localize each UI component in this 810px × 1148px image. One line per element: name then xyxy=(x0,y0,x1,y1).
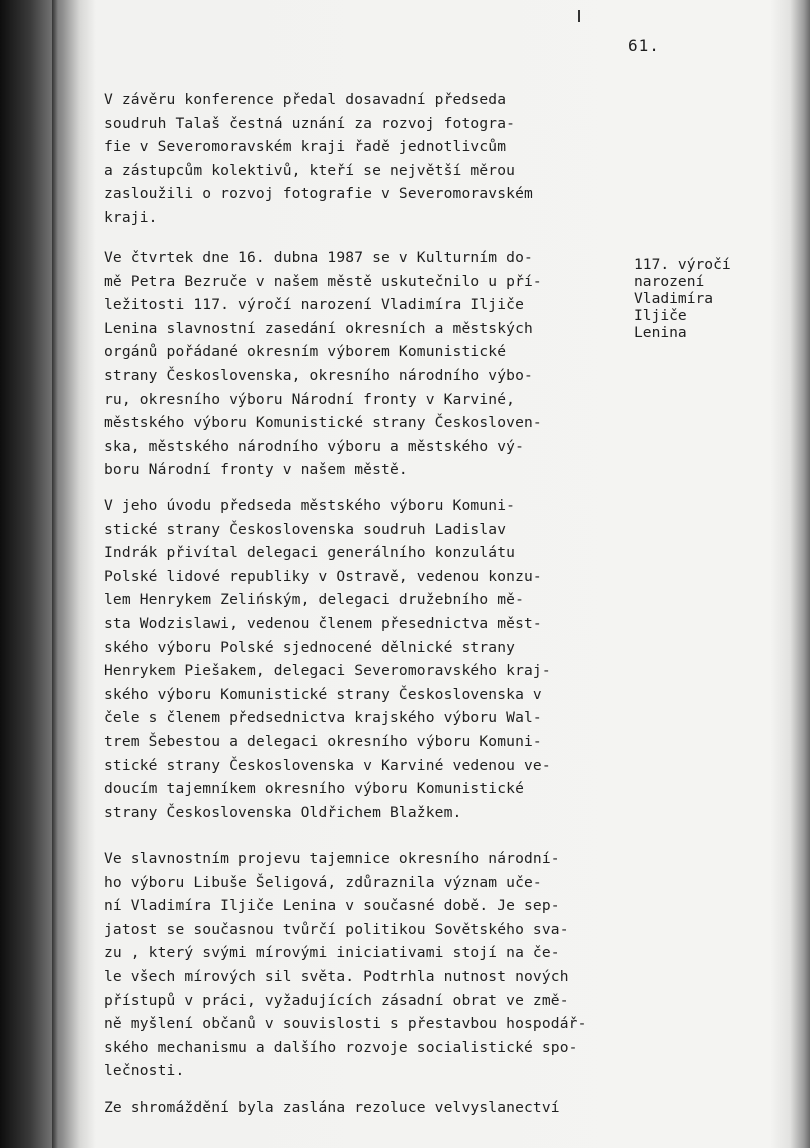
text-line: přístupů v práci, vyžadujících zásadní obrat ve změ- xyxy=(104,991,569,1009)
text-line: Polské lidové republiky v Ostravě, vedenou konzu- xyxy=(104,567,542,585)
page-number: 61. xyxy=(628,36,660,55)
text-line: trem Šebestou a delegaci okresního výboru Komuni- xyxy=(104,732,542,750)
margin-note-line: narození xyxy=(634,273,705,290)
text-line: strany Československa, okresního národního výbo- xyxy=(104,366,533,384)
text-line: zu , který svými mírovými iniciativami stojí na če- xyxy=(104,944,560,962)
text-line: jatost se současnou tvůrčí politikou Sovětského sva- xyxy=(104,920,569,938)
text-line: Lenina slavnostní zasedání okresních a městských xyxy=(104,319,533,337)
text-line: sta Wodzislawi, vedenou členem přesednictva měst- xyxy=(104,614,542,632)
top-edge-mark xyxy=(578,10,580,22)
text-line: ní Vladimíra Iljiče Lenina v současné době. Je sep- xyxy=(104,897,560,915)
book-spine-shadow xyxy=(52,0,58,1148)
text-line: V jeho úvodu předseda městského výboru Komuni- xyxy=(104,497,516,514)
text-line: ského výboru Polské sjednocené dělnické strany xyxy=(104,638,516,656)
text-line: Ve slavnostním projevu tajemnice okresního národní- xyxy=(104,850,560,867)
text-line: doucím tajemníkem okresního výboru Komunistické xyxy=(104,780,525,798)
text-line: Ze shromáždění byla zaslána rezoluce velvyslanectví xyxy=(104,1099,560,1116)
margin-note-line: Lenina xyxy=(634,324,687,341)
text-line: městského výboru Komunistické strany Českosloven- xyxy=(104,414,542,432)
text-line: stické strany Československa v Karviné vedenou ve- xyxy=(104,756,551,774)
text-line: Henrykem Piešakem, delegaci Severomoravského kraj- xyxy=(104,662,551,680)
text-line: ho výboru Libuše Šeligová, zdůraznila význam uče- xyxy=(104,873,542,891)
paragraph-speech xyxy=(104,847,628,1083)
paragraph-conference-awards xyxy=(104,88,628,230)
text-line: lem Henrykem Zelińským, delegaci družebního mě- xyxy=(104,591,525,609)
margin-note-line: Vladimíra xyxy=(634,290,714,307)
margin-note-line: 117. výročí xyxy=(634,256,731,273)
text-line: fie v Severomoravském kraji řadě jednotlivcům xyxy=(104,138,507,156)
text-line: Indrák přivítal delegaci generálního konzulátu xyxy=(104,544,516,562)
text-line: boru Národní fronty v našem městě. xyxy=(104,461,408,479)
text-line: strany Československa Oldřichem Blažkem. xyxy=(104,803,462,821)
text-line: zasloužili o rozvoj fotografie v Severomoravském xyxy=(104,185,533,203)
text-line: lečnosti. xyxy=(104,1062,185,1080)
text-line: ského výboru Komunistické strany Československa v xyxy=(104,685,542,703)
text-line: stické strany Československa soudruh Ladislav xyxy=(104,520,507,538)
text-line: ležitosti 117. výročí narození Vladimíra Iljiče xyxy=(104,296,525,314)
text-line: V závěru konference předal dosavadní předseda xyxy=(104,91,507,108)
text-line: a zástupcům kolektivů, kteří se největší měrou xyxy=(104,161,516,179)
text-line: ského mechanismu a dalšího rozvoje socialistické spo- xyxy=(104,1038,578,1056)
text-line: ska, městského národního výboru a městského vý- xyxy=(104,437,525,455)
text-line: le všech mírových sil světa. Podtrhla nutnost nových xyxy=(104,967,569,985)
text-line: ru, okresního výboru Národní fronty v Karviné, xyxy=(104,390,516,408)
text-line: mě Petra Bezruče v našem městě uskutečnilo u pří- xyxy=(104,272,542,290)
paragraph-delegations xyxy=(104,494,628,824)
margin-note-line: Iljiče xyxy=(634,307,687,324)
paragraph-resolution xyxy=(104,1096,628,1120)
text-line: ně myšlení občanů v souvislosti s přestavbou hospodář- xyxy=(104,1015,587,1033)
text-line: Ve čtvrtek dne 16. dubna 1987 se v Kulturním do- xyxy=(104,249,533,266)
text-line: orgánů pořádané okresním výborem Komunistické xyxy=(104,343,507,361)
text-line: čele s členem předsednictva krajského výboru Wal- xyxy=(104,709,542,727)
paragraph-lenin-anniversary xyxy=(104,246,628,482)
text-line: kraji. xyxy=(104,208,158,226)
text-line: soudruh Talaš čestná uznání za rozvoj fotogra- xyxy=(104,114,516,132)
margin-note xyxy=(634,256,784,341)
